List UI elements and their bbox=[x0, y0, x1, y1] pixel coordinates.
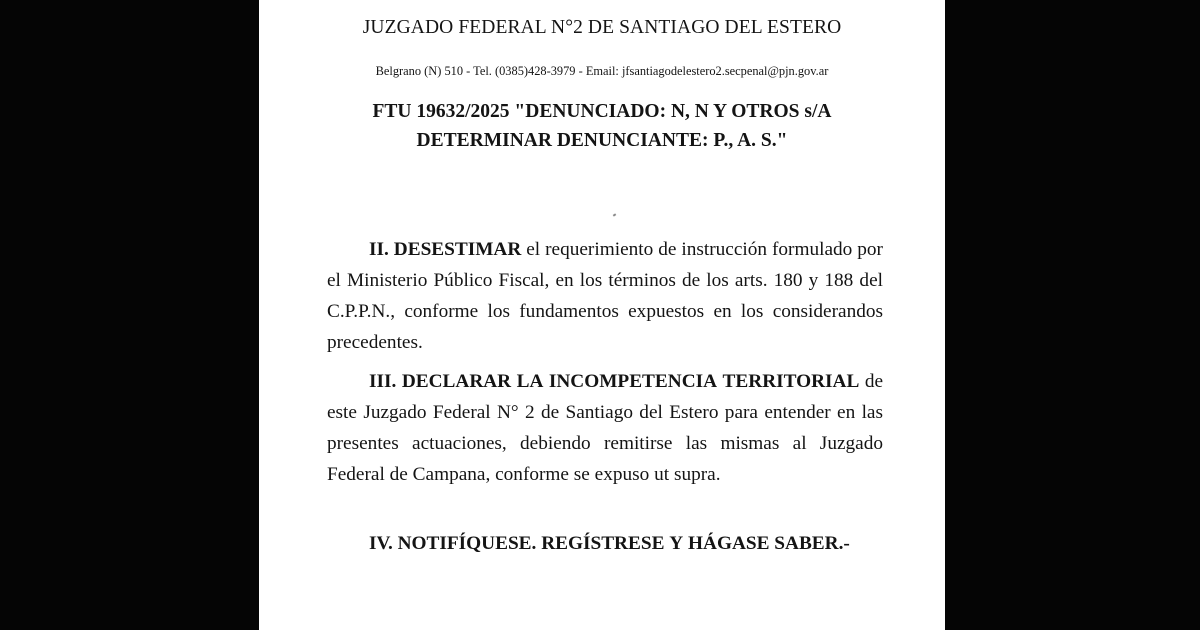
resolution-item-iv bbox=[327, 528, 883, 559]
item-bold-hagase: HÁGASE bbox=[688, 533, 770, 554]
item-body-text: de este Juzgado Federal N° 2 de Santiago del Estero para entender en las presentes actuaciones, debiendo remitirse las mismas al Juzgado Federal de Campana, conforme se expuso ut supra. bbox=[327, 371, 884, 485]
item-bold-lead-territorial: TERRITORIAL bbox=[722, 371, 860, 392]
item-numeral: II. bbox=[369, 239, 389, 260]
document-page bbox=[259, 0, 945, 630]
item-bold-lead-declarar: DECLARAR bbox=[401, 371, 512, 392]
item-bold-y: Y bbox=[669, 533, 684, 554]
item-bold-registrese: REGÍSTRESE bbox=[541, 533, 665, 554]
item-body-text: formulado por el Ministerio Público Fiscal, en los términos de los arts. 180 y 188 del C.P.P.N., conforme los fundamentos expuestos en los considerandos precedentes. bbox=[327, 239, 883, 353]
item-bold-lead-la: LA bbox=[516, 371, 544, 392]
item-numeral: IV. bbox=[369, 533, 393, 554]
item-bold-saber: SABER.- bbox=[774, 533, 850, 554]
resolution-item-iii bbox=[327, 366, 883, 490]
court-name-heading: JUZGADO FEDERAL N°2 DE SANTIAGO DEL ESTERO bbox=[362, 17, 842, 38]
case-title bbox=[319, 97, 885, 155]
item-line-1-text: el requerimiento de instrucción bbox=[526, 239, 768, 260]
item-numeral: III. bbox=[369, 371, 397, 392]
item-bold-notifiquese: NOTIFÍQUESE. bbox=[397, 533, 537, 554]
scan-artifact-mark bbox=[613, 213, 617, 216]
court-contact-line: Belgrano (N) 510 - Tel. (0385)428-3979 - Email: jfsantiagodelestero2.secpenal@pjn.gov.ar bbox=[375, 64, 829, 78]
item-bold-lead: DESESTIMAR bbox=[393, 239, 522, 260]
resolution-item-ii bbox=[327, 234, 883, 358]
item-bold-lead-incompetencia: INCOMPETENCIA bbox=[548, 371, 718, 392]
case-title-line-2: DETERMINAR DENUNCIANTE: P., A. S." bbox=[416, 130, 788, 151]
case-title-line-1: FTU 19632/2025 "DENUNCIADO: N, N Y OTROS s/A bbox=[372, 101, 832, 122]
